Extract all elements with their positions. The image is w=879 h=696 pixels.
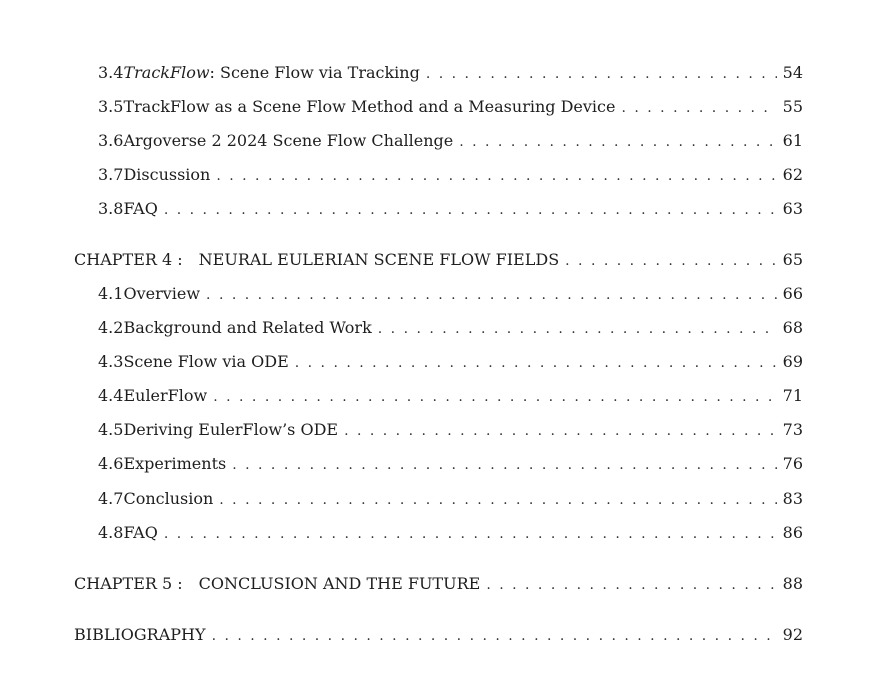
section-title: Scene Flow via ODE xyxy=(123,352,289,371)
section-title: Argoverse 2 2024 Scene Flow Challenge xyxy=(123,131,454,150)
dot-leader xyxy=(213,384,776,409)
section-title: Background and Related Work xyxy=(123,318,372,337)
toc-entry-3-4[interactable] xyxy=(98,61,803,85)
page-number: 92 xyxy=(782,625,803,644)
section-number: 3.5 xyxy=(98,97,124,116)
section-title: EulerFlow xyxy=(123,386,208,405)
section-title: TrackFlow as a Scene Flow Method and a Measuring Device xyxy=(123,97,616,116)
page-number: 86 xyxy=(782,523,803,542)
toc-entry-4-6[interactable] xyxy=(98,452,803,476)
section-title-italic: TrackFlow xyxy=(123,63,210,82)
dot-leader xyxy=(426,61,777,86)
toc-entry-3-8[interactable] xyxy=(98,197,803,221)
toc-entry-4-4[interactable] xyxy=(98,384,803,408)
dot-leader xyxy=(565,248,776,273)
dot-leader xyxy=(219,487,776,512)
section-number: 3.4 xyxy=(98,63,124,82)
chapter-title: NEURAL EULERIAN SCENE FLOW FIELDS xyxy=(198,250,560,269)
dot-leader xyxy=(216,163,776,188)
toc-entry-bibliography[interactable] xyxy=(74,623,803,647)
dot-leader xyxy=(486,572,776,597)
section-title: Overview xyxy=(123,284,201,303)
page-number: 61 xyxy=(782,131,803,150)
page-number: 62 xyxy=(782,165,803,184)
section-title xyxy=(123,61,419,85)
dot-leader xyxy=(206,282,777,307)
dot-leader xyxy=(232,452,776,477)
section-number: 4.3 xyxy=(98,352,124,371)
section-number: 4.2 xyxy=(98,318,124,337)
section-title: Discussion xyxy=(123,165,211,184)
section-number: 4.5 xyxy=(98,420,124,439)
page-number: 63 xyxy=(782,199,803,218)
section-title: Experiments xyxy=(123,454,227,473)
section-title: FAQ xyxy=(123,523,158,542)
toc-entry-4-2[interactable] xyxy=(98,316,803,340)
dot-leader xyxy=(378,316,777,341)
dot-leader xyxy=(295,350,777,375)
toc-entry-3-6[interactable] xyxy=(98,129,803,153)
toc-entry-4-5[interactable] xyxy=(98,418,803,442)
toc-entry-4-1[interactable] xyxy=(98,282,803,306)
section-title: Deriving EulerFlow’s ODE xyxy=(123,420,339,439)
toc-entry-4-8[interactable] xyxy=(98,521,803,545)
section-number: 3.6 xyxy=(98,131,124,150)
section-number: 4.4 xyxy=(98,386,124,405)
dot-leader xyxy=(344,418,777,443)
page-number: 76 xyxy=(782,454,803,473)
chapter-title: CONCLUSION AND THE FUTURE xyxy=(198,574,481,593)
section-title: Conclusion xyxy=(123,489,214,508)
page-number: 68 xyxy=(782,318,803,337)
page-number: 73 xyxy=(782,420,803,439)
page-number: 54 xyxy=(782,63,803,82)
dot-leader xyxy=(459,129,776,154)
toc-entry-4-7[interactable] xyxy=(98,487,803,511)
section-title: FAQ xyxy=(123,199,158,218)
section-number: 3.8 xyxy=(98,199,124,218)
dot-leader xyxy=(164,197,777,222)
page-number: 55 xyxy=(782,97,803,116)
toc-entry-4-3[interactable] xyxy=(98,350,803,374)
dot-leader xyxy=(621,95,776,120)
section-number: 3.7 xyxy=(98,165,124,184)
page-number: 71 xyxy=(782,386,803,405)
page-number: 65 xyxy=(782,250,803,269)
section-number: 4.1 xyxy=(98,284,124,303)
toc-entry-chapter-5[interactable] xyxy=(74,572,803,596)
toc-entry-3-7[interactable] xyxy=(98,163,803,187)
section-number: 4.8 xyxy=(98,523,124,542)
section-number: 4.7 xyxy=(98,489,124,508)
dot-leader xyxy=(212,623,777,648)
bibliography-title: BIBLIOGRAPHY xyxy=(74,625,206,644)
section-number: 4.6 xyxy=(98,454,124,473)
page-number: 83 xyxy=(782,489,803,508)
section-title-rest: : Scene Flow via Tracking xyxy=(209,63,420,82)
toc-entry-chapter-4[interactable] xyxy=(74,248,803,272)
toc-entry-3-5[interactable] xyxy=(98,95,803,119)
dot-leader xyxy=(164,521,777,546)
page-number: 88 xyxy=(782,574,803,593)
chapter-label: CHAPTER 5 : xyxy=(74,574,183,593)
page-number: 66 xyxy=(782,284,803,303)
chapter-label: CHAPTER 4 : xyxy=(74,250,183,269)
page-number: 69 xyxy=(782,352,803,371)
